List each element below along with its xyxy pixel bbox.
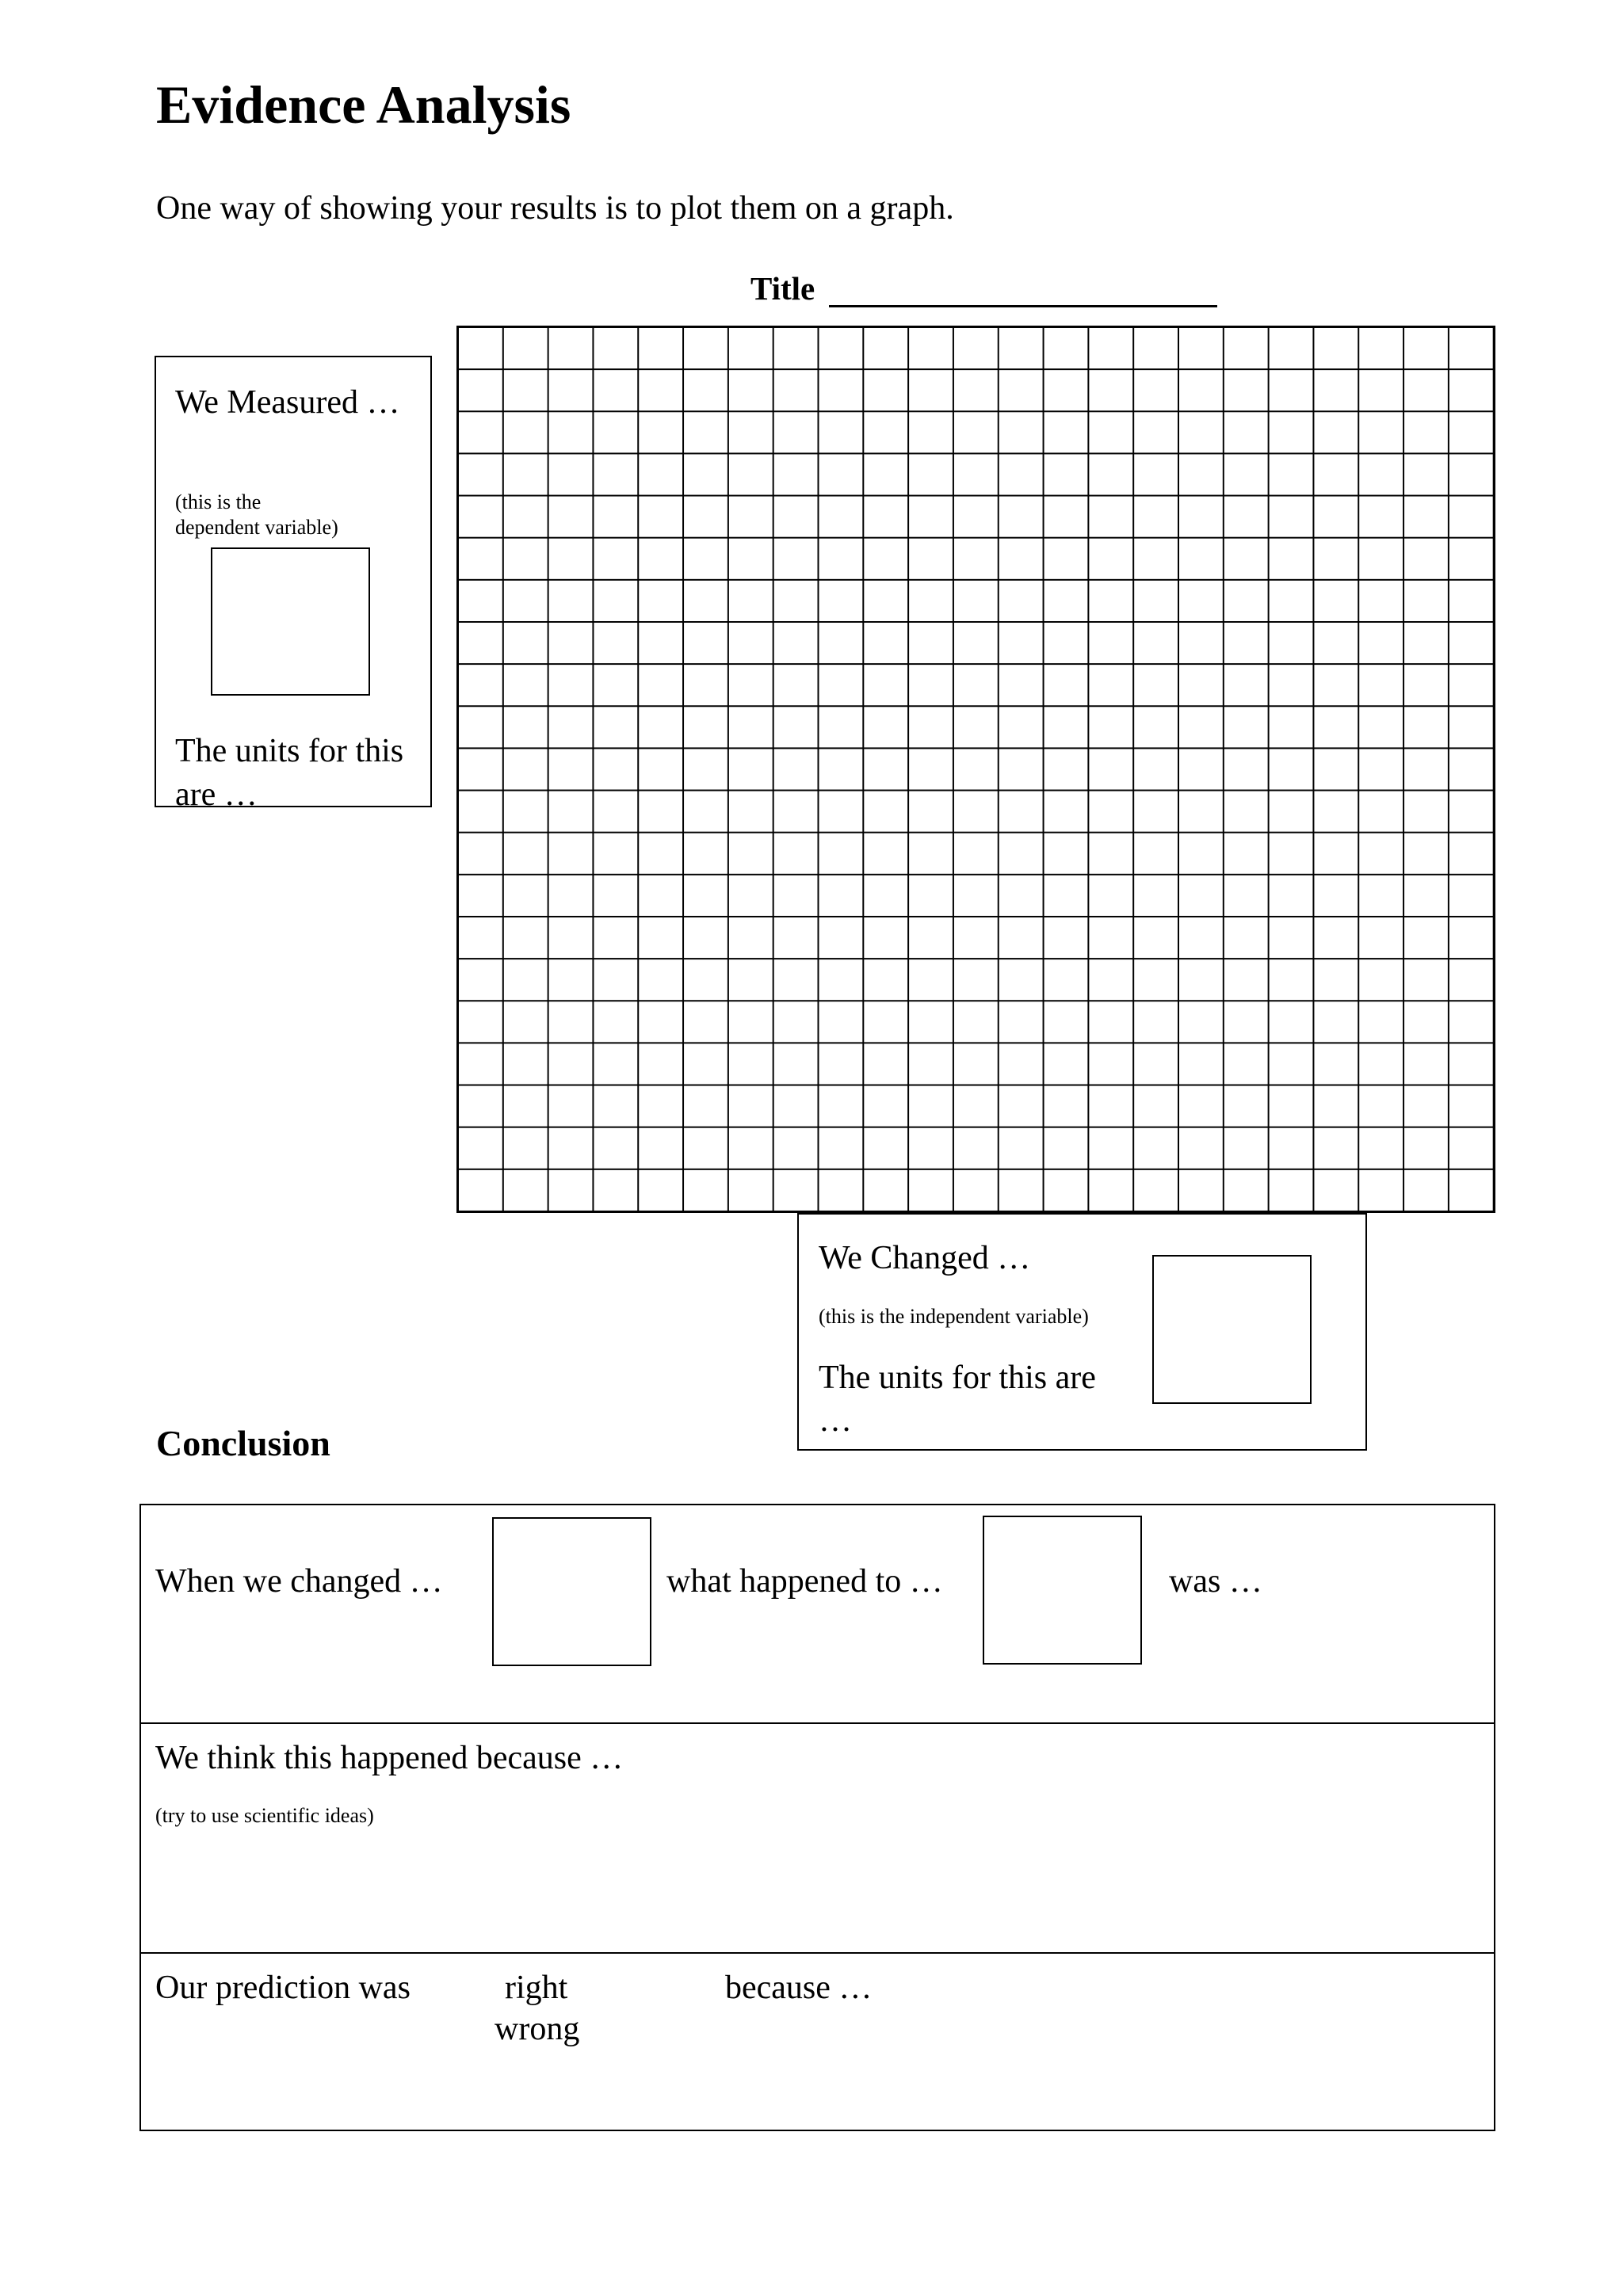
conclusion-table bbox=[139, 1504, 1495, 2131]
graph-title-label: Title bbox=[750, 270, 815, 307]
what-happened-label: what happened to … bbox=[666, 1563, 943, 1600]
prediction-because-label: because … bbox=[725, 1970, 873, 2006]
measured-units-label: The units for this are … bbox=[175, 733, 404, 807]
was-label: was … bbox=[1169, 1563, 1262, 1600]
conclusion-row-prediction[interactable] bbox=[141, 1954, 1494, 2130]
changed-heading: We Changed … bbox=[819, 1240, 1031, 1276]
measured-box bbox=[155, 356, 432, 807]
measured-answer-box[interactable] bbox=[211, 547, 370, 696]
dependent-note-line1: (this is the bbox=[175, 490, 262, 513]
measured-variable-answer-box[interactable] bbox=[983, 1516, 1142, 1665]
graph-grid[interactable] bbox=[456, 326, 1495, 1213]
conclusion-row-change bbox=[141, 1505, 1494, 1724]
dependent-note-line2: dependent variable) bbox=[175, 515, 338, 539]
measured-heading: We Measured … bbox=[175, 384, 400, 421]
intro-text: One way of showing your results is to plot them on a graph. bbox=[156, 190, 954, 227]
when-changed-label: When we changed … bbox=[155, 1563, 443, 1600]
prediction-label: Our prediction was bbox=[155, 1970, 411, 2006]
conclusion-row-explanation[interactable] bbox=[141, 1724, 1494, 1954]
prediction-option-wrong[interactable]: wrong bbox=[495, 2011, 580, 2047]
conclusion-heading: Conclusion bbox=[156, 1423, 330, 1463]
changed-answer-box[interactable] bbox=[1152, 1255, 1312, 1404]
because-label: We think this happened because … bbox=[155, 1740, 624, 1776]
independent-variable-note: (this is the independent variable) bbox=[819, 1305, 1089, 1328]
changed-box bbox=[797, 1213, 1367, 1451]
dependent-variable-note bbox=[175, 490, 413, 540]
page-title: Evidence Analysis bbox=[156, 74, 571, 135]
changed-units-label: The units for this are … bbox=[819, 1360, 1096, 1439]
graph-title-answer-line[interactable] bbox=[829, 305, 1217, 307]
prediction-option-right[interactable]: right bbox=[505, 1970, 568, 2006]
changed-variable-answer-box[interactable] bbox=[492, 1517, 651, 1666]
scientific-ideas-note: (try to use scientific ideas) bbox=[155, 1804, 374, 1827]
